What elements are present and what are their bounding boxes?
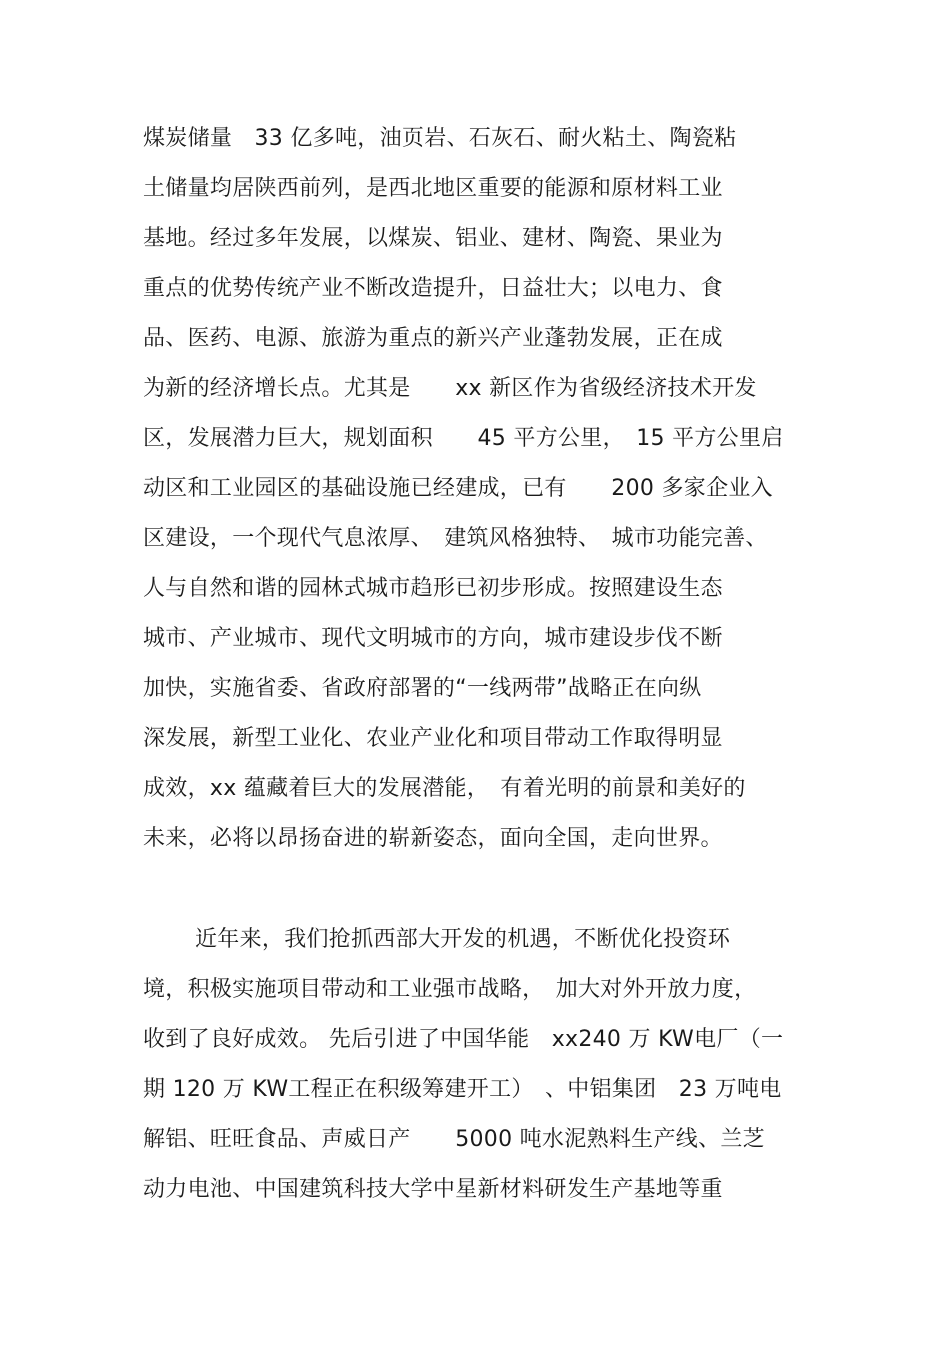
text-line: 动力电池、中国建筑科技大学中星新材料研发生产基地等重 <box>143 1177 723 1202</box>
text-line: 品、医药、电源、旅游为重点的新兴产业蓬勃发展，正在成 <box>143 326 723 351</box>
text-line: 成效，xx 蕴藏着巨大的发展潜能， 有着光明的前景和美好的 <box>143 776 746 801</box>
text-line: 近年来，我们抢抓西部大开发的机遇，不断优化投资环 <box>195 927 731 952</box>
text-line: 期 120 万 KW工程正在积级筹建开工） 、中铝集团 23 万吨电 <box>143 1077 782 1102</box>
text-line: 重点的优势传统产业不断改造提升，日益壮大；以电力、食 <box>143 276 723 301</box>
text-line: 土储量均居陕西前列，是西北地区重要的能源和原材料工业 <box>143 176 723 201</box>
text-line: 煤炭储量 33 亿多吨，油页岩、石灰石、耐火粘土、陶瓷粘 <box>143 126 737 151</box>
text-line: 加快，实施省委、省政府部署的“一线两带”战略正在向纵 <box>143 676 702 701</box>
text-line: 解铝、旺旺食品、声威日产 5000 吨水泥熟料生产线、兰芝 <box>143 1127 765 1152</box>
text-line: 区建设，一个现代气息浓厚、 建筑风格独特、 城市功能完善、 <box>143 526 768 551</box>
text-line: 境，积极实施项目带动和工业强市战略， 加大对外开放力度， <box>143 977 757 1002</box>
text-line: 人与自然和谐的园林式城市趋形已初步形成。按照建设生态 <box>143 576 723 601</box>
text-line: 基地。经过多年发展，以煤炭、铝业、建材、陶瓷、果业为 <box>143 226 723 251</box>
text-line: 动区和工业园区的基础设施已经建成，已有 200 多家企业入 <box>143 476 773 501</box>
text-line: 为新的经济增长点。尤其是 xx 新区作为省级经济技术开发 <box>143 376 757 401</box>
text-line: 深发展，新型工业化、农业产业化和项目带动工作取得明显 <box>143 726 723 751</box>
text-line: 收到了良好成效。 先后引进了中国华能 xx240 万 KW电厂（一 <box>143 1027 784 1052</box>
text-line: 未来，必将以昂扬奋进的崭新姿态，面向全国，走向世界。 <box>143 826 723 851</box>
text-line: 城市、产业城市、现代文明城市的方向，城市建设步伐不断 <box>143 626 723 651</box>
text-line: 区，发展潜力巨大，规划面积 45 平方公里， 15 平方公里启 <box>143 426 784 451</box>
